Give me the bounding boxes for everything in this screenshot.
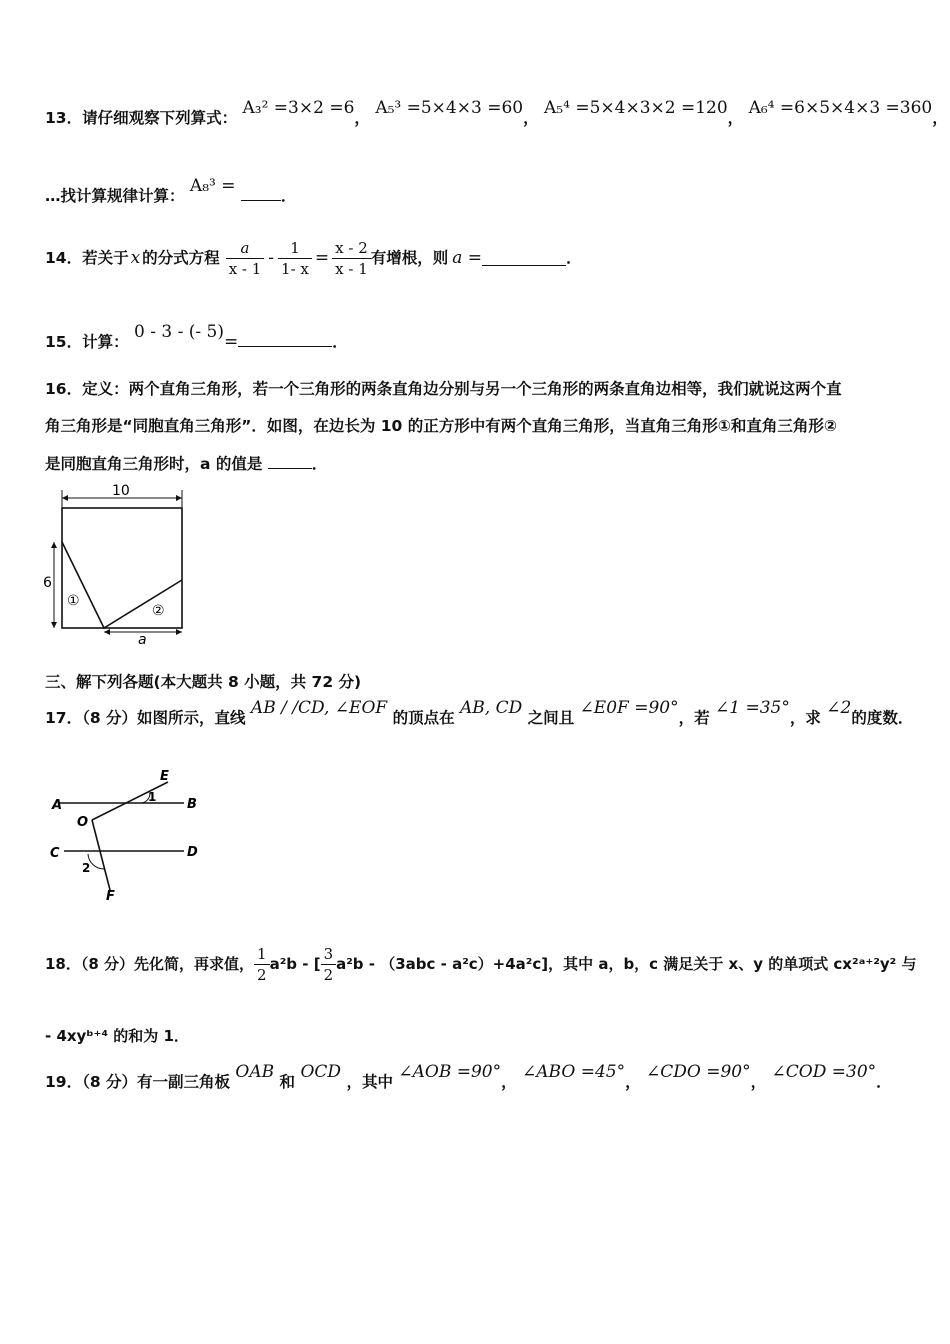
q16-answer-blank[interactable] xyxy=(268,454,312,469)
q13-label: 13．请仔细观察下列算式： xyxy=(45,109,238,127)
q13-ask: A₈³ = xyxy=(189,176,236,196)
q19-text1: 和 xyxy=(279,1073,296,1091)
q17-text3: ，若 xyxy=(678,709,710,727)
q17-math1: AB / /CD, ∠EOF xyxy=(250,698,388,718)
label-angle-1: 1 xyxy=(148,790,157,804)
sep: ， xyxy=(354,109,370,127)
q19-line xyxy=(45,1062,892,1092)
label-E: E xyxy=(160,769,169,784)
q17-figure xyxy=(44,768,214,916)
end: ． xyxy=(876,1073,892,1091)
q14-label2: 的分式方程 xyxy=(142,249,220,267)
sep: ， xyxy=(523,109,539,127)
label-O: O xyxy=(77,815,89,830)
q18-frac2 xyxy=(321,944,337,985)
minus: - xyxy=(268,248,275,268)
frac-num: 3 xyxy=(323,944,334,963)
sep: ， xyxy=(625,1073,641,1091)
frac-num: a xyxy=(240,238,250,257)
q17-label: 17．（8 分）如图所示，直线 xyxy=(45,709,246,727)
frac-num: 1 xyxy=(257,944,267,963)
q17-math2: AB, CD xyxy=(460,698,523,718)
q19-label: 19．（8 分）有一副三角板 xyxy=(45,1073,231,1091)
q14-ask: a = xyxy=(452,248,483,268)
q19-math4: ∠ABO =45° xyxy=(522,1062,626,1082)
q13-line1 xyxy=(45,98,948,128)
q18-label: 18．（8 分）先化简，再求值， xyxy=(45,955,255,973)
label-F: F xyxy=(106,889,115,904)
q19-math5: ∠CDO =90° xyxy=(646,1062,751,1082)
frac-den: x - 1 xyxy=(332,258,371,279)
q19-math1: OAB xyxy=(235,1062,275,1082)
q14-tail: 有增根，则 xyxy=(370,249,449,267)
sep: ， xyxy=(750,1073,767,1091)
q17-text5: 的度数． xyxy=(851,709,914,727)
frac-num: 1 xyxy=(290,238,300,257)
q17-math5: ∠2 xyxy=(826,698,852,718)
q18-part1: a²b - [ xyxy=(269,955,321,973)
q17-text2: 之间且 xyxy=(527,709,575,727)
label-angle-2: 2 xyxy=(82,861,91,875)
q16-figure xyxy=(40,482,200,644)
q17-math3: ∠E0F =90° xyxy=(579,698,679,718)
ray-OE xyxy=(92,782,168,820)
q14-var: x xyxy=(130,248,141,268)
q13-expr1: A₃² =3×2 =6 xyxy=(242,98,355,118)
q16-line1: 16．定义：两个直角三角形，若一个三角形的两条直角边分别与另一个三角形的两条直角边相等，我们就说这两个直 xyxy=(45,380,842,398)
equals: = xyxy=(223,332,239,352)
q19-text2: ，其中 xyxy=(346,1073,393,1091)
q13-answer-blank[interactable] xyxy=(241,186,281,201)
frac-num: x - 2 xyxy=(335,238,368,257)
q14-label: 14．若关于 xyxy=(45,249,129,267)
frac-den: 2 xyxy=(254,964,270,985)
q14-frac3 xyxy=(332,238,371,279)
q18-line1 xyxy=(45,942,916,986)
equals: = xyxy=(314,248,330,268)
q13-line2-label: …找计算规律计算： xyxy=(45,187,185,205)
q18-frac1 xyxy=(254,944,270,985)
label-A: A xyxy=(52,798,63,813)
q13-line2: …找计算规律计算： A₈³ = ． xyxy=(45,176,297,205)
q17-math4: ∠1 =35° xyxy=(715,698,790,718)
q16-line2: 角三角形是“同胞直角三角形”．如图，在边长为 10 的正方形中有两个直角三角形，当直角三角形①和直角三角形② xyxy=(45,417,837,435)
q17-text4: ，求 xyxy=(789,709,821,727)
q16-line3: 是同胞直角三角形时，a 的值是 ． xyxy=(45,455,328,473)
fig16-label-left: 6 xyxy=(43,575,52,591)
q17-text1: 的顶点在 xyxy=(392,709,455,727)
q14-frac2 xyxy=(278,238,312,279)
frac-den: x - 1 xyxy=(226,258,265,279)
q15-answer-blank[interactable] xyxy=(238,332,332,347)
q17-line xyxy=(45,698,914,728)
label-C: C xyxy=(50,846,60,861)
q13-expr2: A₅³ =5×4×3 =60 xyxy=(375,98,524,118)
q19-math2: OCD xyxy=(300,1062,342,1082)
sep: ， xyxy=(501,1073,517,1091)
fig16-triangle-1: ① xyxy=(67,593,80,609)
sep: ， xyxy=(932,109,948,127)
q14-answer-blank[interactable] xyxy=(482,251,566,266)
q18-part2: a²b - （3abc - a²c）+4a²c]，其中 a，b，c 满足关于 x、y 的单项式 cx²ᵃ⁺²y² 与 xyxy=(336,955,917,973)
q15-label: 15．计算： xyxy=(45,333,129,351)
q19-math3: ∠AOB =90° xyxy=(398,1062,502,1082)
q16-line3-text: 是同胞直角三角形时，a 的值是 xyxy=(45,455,263,473)
q14-frac1 xyxy=(226,238,265,279)
q18-line2: - 4xyᵇ⁺⁴ 的和为 1． xyxy=(45,1027,189,1045)
frac-den: 1- x xyxy=(278,258,312,279)
q15-line: 15．计算： 0 - 3 - (- 5)= ． xyxy=(45,322,348,352)
sep: ， xyxy=(727,109,744,127)
fig16-label-bottom: a xyxy=(138,632,147,644)
ray-OF xyxy=(92,820,110,890)
fig16-triangle-2: ② xyxy=(152,603,165,619)
fig16-label-top: 10 xyxy=(112,483,130,499)
q15-expr: 0 - 3 - (- 5) xyxy=(133,322,224,342)
q13-expr3: A₅⁴ =5×4×3×2 =120 xyxy=(544,98,728,118)
section-3-heading: 三、解下列各题(本大题共 8 小题，共 72 分) xyxy=(45,673,362,691)
label-B: B xyxy=(187,797,197,812)
label-D: D xyxy=(187,845,198,860)
frac-den: 2 xyxy=(321,964,337,985)
q14-line: 14．若关于 x 的分式方程 $\frac{a}{x - 1}$ - $\frac{1}{1- x}$ = $\frac{x - 2}{x - 1}$ 有增根，则 a = ． xyxy=(45,238,582,278)
q13-expr4: A₆⁴ =6×5×4×3 =360 xyxy=(748,98,933,118)
q19-math6: ∠COD =30° xyxy=(771,1062,877,1082)
